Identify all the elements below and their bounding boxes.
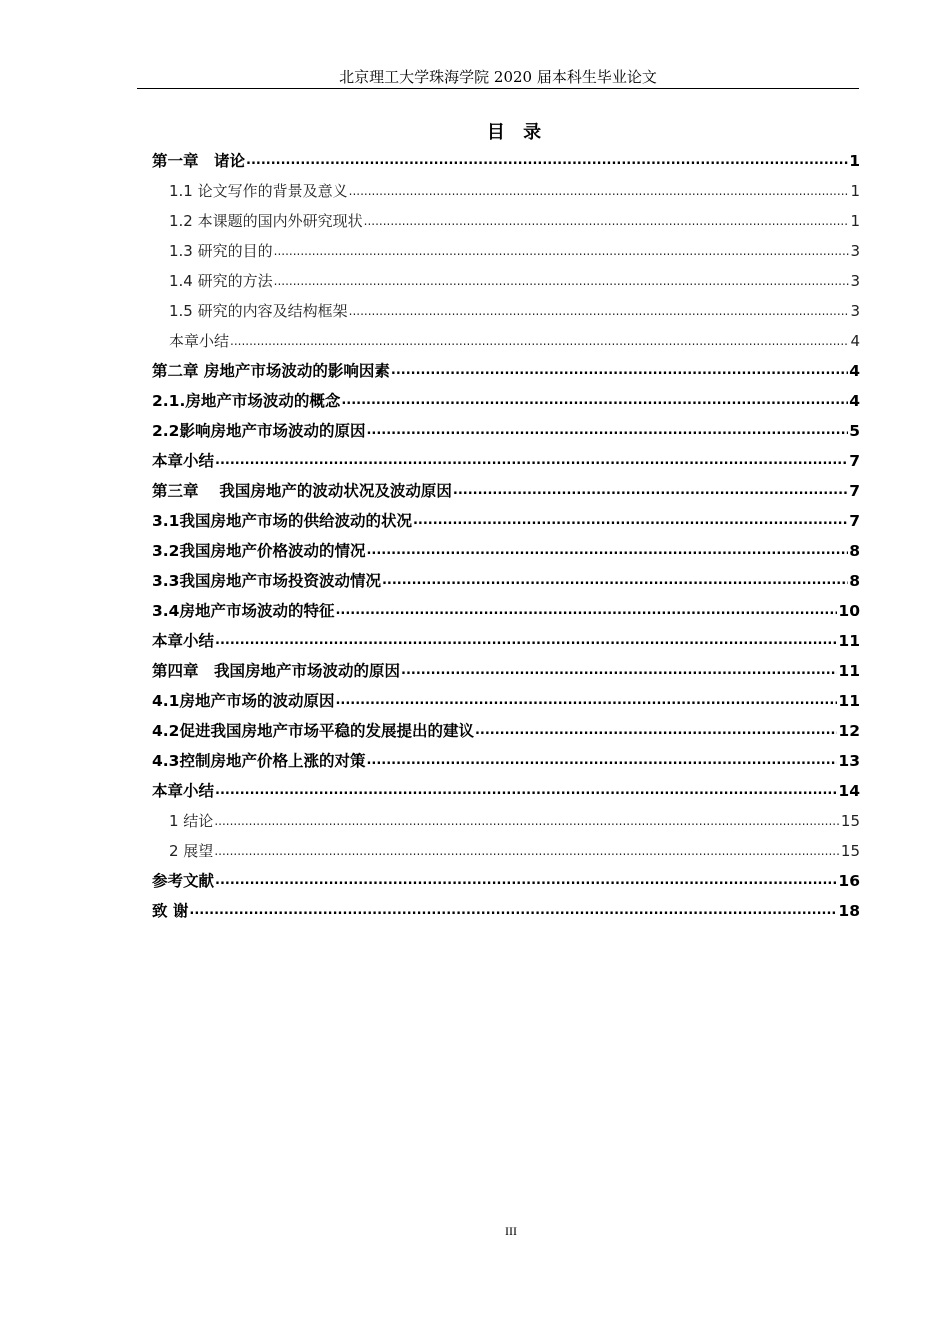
toc-entry-label: 2 展望 <box>169 842 214 860</box>
toc-entry-label: 1 结论 <box>169 812 214 830</box>
toc-entry[interactable] <box>152 446 860 476</box>
toc-leader-dots <box>413 506 848 536</box>
toc-entry-label: 2.1.房地产市场波动的概念 <box>152 392 341 410</box>
toc-entry[interactable] <box>152 566 860 596</box>
toc-leader-dots <box>391 356 848 386</box>
toc-leader-dots <box>189 896 837 926</box>
toc-entry-page: 11 <box>838 692 860 710</box>
toc-leader-dots <box>366 416 848 446</box>
toc-entry[interactable] <box>152 296 860 326</box>
toc-entry[interactable] <box>152 656 860 686</box>
toc-entry-label: 1.3 研究的目的 <box>169 242 273 260</box>
toc-entry[interactable] <box>152 806 860 836</box>
toc-entry-label: 参考文献 <box>152 872 215 890</box>
toc-leader-dots <box>349 176 850 206</box>
toc-entry-page: 11 <box>838 662 860 680</box>
toc-entry-label: 本章小结 <box>152 632 215 650</box>
toc-entry[interactable] <box>152 686 860 716</box>
toc-entry[interactable] <box>152 836 860 866</box>
toc-entry[interactable] <box>152 536 860 566</box>
toc-entry-page: 4 <box>849 392 860 410</box>
toc-entry-label: 2.2影响房地产市场波动的原因 <box>152 422 366 440</box>
toc-entry-label: 1.1 论文写作的背景及意义 <box>169 182 348 200</box>
toc-leader-dots <box>214 806 840 836</box>
toc-entry-label: 本章小结 <box>152 782 215 800</box>
header-rule <box>137 88 859 89</box>
toc-entry-page: 3 <box>850 242 860 260</box>
toc-entry[interactable] <box>152 326 860 356</box>
toc-entry-page: 4 <box>850 332 860 350</box>
toc-entry-page: 15 <box>840 842 860 860</box>
toc-leader-dots <box>274 266 850 296</box>
toc-entry-page: 15 <box>840 812 860 830</box>
toc-leader-dots <box>215 866 837 896</box>
toc-entry[interactable] <box>152 506 860 536</box>
toc-entry[interactable] <box>152 266 860 296</box>
toc-entry-label: 第二章 房地产市场波动的影响因素 <box>152 362 390 380</box>
toc-entry-page: 8 <box>849 572 860 590</box>
toc-entry-label: 4.1房地产市场的波动原因 <box>152 692 335 710</box>
toc-entry-page: 1 <box>850 212 860 230</box>
toc-leader-dots <box>214 836 840 866</box>
toc-leader-dots <box>475 716 837 746</box>
toc-entry[interactable] <box>152 206 860 236</box>
toc-leader-dots <box>335 596 837 626</box>
toc-entry-page: 12 <box>838 722 860 740</box>
toc-entry-label: 第四章 我国房地产市场波动的原因 <box>152 662 401 680</box>
toc-entry[interactable] <box>152 776 860 806</box>
toc-leader-dots <box>453 476 848 506</box>
toc-entry-label: 第一章 诸论 <box>152 152 246 170</box>
toc-leader-dots <box>401 656 837 686</box>
toc-entry-label: 3.3我国房地产市场投资波动情况 <box>152 572 381 590</box>
toc-leader-dots <box>366 536 848 566</box>
toc-leader-dots <box>335 686 837 716</box>
toc-entry[interactable] <box>152 866 860 896</box>
toc-entry-page: 5 <box>849 422 860 440</box>
toc-entry[interactable] <box>152 746 860 776</box>
toc-leader-dots <box>274 236 850 266</box>
toc-entry[interactable] <box>152 146 860 176</box>
toc-entry-page: 16 <box>838 872 860 890</box>
toc-entry-page: 10 <box>838 602 860 620</box>
toc-entry-label: 第三章 我国房地产的波动状况及波动原因 <box>152 482 452 500</box>
toc-entry-page: 11 <box>838 632 860 650</box>
toc-entry[interactable] <box>152 356 860 386</box>
toc-entry-page: 18 <box>838 902 860 920</box>
toc-entry-label: 4.2促进我国房地产市场平稳的发展提出的建议 <box>152 722 474 740</box>
toc-entry-page: 1 <box>849 152 860 170</box>
page-number: III <box>505 1224 517 1238</box>
toc-entry-label: 致 谢 <box>152 902 189 920</box>
toc-entry-label: 本章小结 <box>152 452 215 470</box>
toc-entry-page: 8 <box>849 542 860 560</box>
toc-entry-label: 本章小结 <box>169 332 230 350</box>
toc-leader-dots <box>215 446 848 476</box>
toc-entry-label: 3.4房地产市场波动的特征 <box>152 602 335 620</box>
toc-title: 目 录 <box>486 122 548 143</box>
toc-leader-dots <box>246 146 848 176</box>
toc-entry[interactable] <box>152 236 860 266</box>
toc-leader-dots <box>364 206 850 236</box>
table-of-contents <box>152 146 860 926</box>
toc-entry-page: 7 <box>849 512 860 530</box>
toc-leader-dots <box>341 386 848 416</box>
toc-leader-dots <box>230 326 849 356</box>
toc-entry[interactable] <box>152 896 860 926</box>
running-header: 北京理工大学珠海学院 2020 届本科生毕业论文 <box>339 68 657 86</box>
toc-entry-label: 3.2我国房地产价格波动的情况 <box>152 542 366 560</box>
toc-entry[interactable] <box>152 176 860 206</box>
toc-entry-label: 4.3控制房地产价格上涨的对策 <box>152 752 366 770</box>
toc-leader-dots <box>215 776 837 806</box>
toc-entry-label: 3.1我国房地产市场的供给波动的状况 <box>152 512 412 530</box>
toc-entry-page: 4 <box>849 362 860 380</box>
toc-entry[interactable] <box>152 716 860 746</box>
toc-entry-page: 7 <box>849 452 860 470</box>
toc-entry-label: 1.2 本课题的国内外研究现状 <box>169 212 363 230</box>
toc-entry-label: 1.4 研究的方法 <box>169 272 273 290</box>
toc-entry[interactable] <box>152 416 860 446</box>
toc-entry-page: 3 <box>850 272 860 290</box>
toc-entry-page: 3 <box>850 302 860 320</box>
toc-leader-dots <box>366 746 837 776</box>
toc-entry-page: 13 <box>838 752 860 770</box>
toc-entry[interactable] <box>152 476 860 506</box>
toc-entry[interactable] <box>152 596 860 626</box>
toc-entry-page: 7 <box>849 482 860 500</box>
toc-leader-dots <box>382 566 848 596</box>
toc-leader-dots <box>349 296 850 326</box>
toc-entry-page: 1 <box>850 182 860 200</box>
toc-entry[interactable] <box>152 626 860 656</box>
toc-entry-label: 1.5 研究的内容及结构框架 <box>169 302 348 320</box>
toc-entry[interactable] <box>152 386 860 416</box>
toc-entry-page: 14 <box>838 782 860 800</box>
toc-leader-dots <box>215 626 837 656</box>
